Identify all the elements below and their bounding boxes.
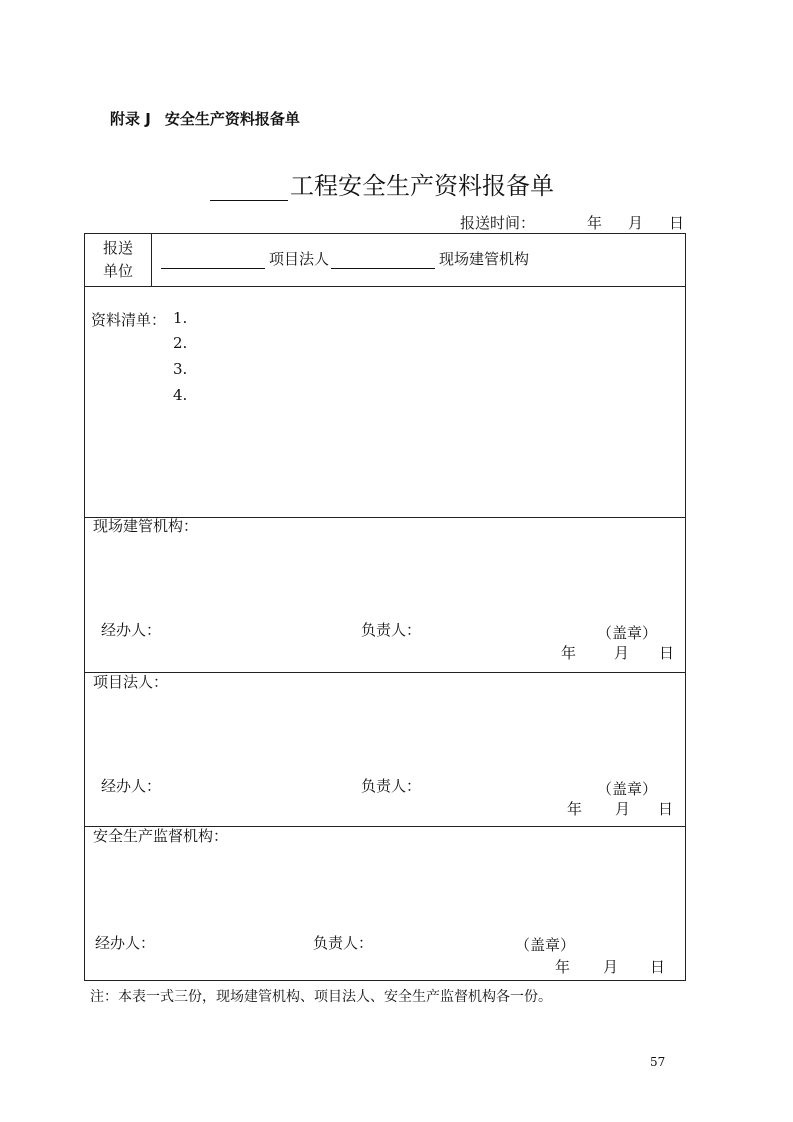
site-agency-label: 现场建管机构 xyxy=(439,250,530,268)
list-item: 2. xyxy=(173,334,188,352)
send-time-label: 报送时间： xyxy=(460,214,536,232)
project-legal-section-title: 项目法人： xyxy=(93,673,169,691)
site-agency-date: 年 月 日 xyxy=(561,644,675,662)
site-agency-section-title: 现场建管机构： xyxy=(93,517,199,535)
project-legal-label: 项目法人 xyxy=(269,250,330,268)
site-agency-seal: （盖章） xyxy=(597,624,658,642)
appendix-heading xyxy=(110,108,300,129)
send-time-day: 日 xyxy=(669,214,685,232)
footnote: 注：本表一式三份，现场建管机构、项目法人、安全生产监督机构各一份。 xyxy=(90,989,552,1005)
appendix-label: 附录 J xyxy=(110,110,151,128)
project-name-blank xyxy=(210,178,288,201)
form-title-text: 工程安全生产资料报备单 xyxy=(290,172,554,200)
supervision-responsible: 负责人： xyxy=(313,934,374,952)
unit-label-line2: 单位 xyxy=(103,262,134,280)
project-legal-handler: 经办人： xyxy=(101,777,162,795)
project-legal-seal: （盖章） xyxy=(597,780,658,798)
send-time-year: 年 xyxy=(587,214,603,232)
supervision-seal: （盖章） xyxy=(515,936,576,954)
page-number: 57 xyxy=(650,1055,666,1069)
project-legal-date: 年 月 日 xyxy=(567,800,674,818)
unit-fields xyxy=(161,248,529,269)
unit-divider xyxy=(151,234,152,286)
site-agency-blank xyxy=(331,252,435,269)
report-form-table xyxy=(84,233,686,981)
list-item: 1. xyxy=(173,309,188,327)
unit-label-line1: 报送 xyxy=(103,239,134,257)
appendix-title: 安全生产资料报备单 xyxy=(164,110,300,128)
supervision-handler: 经办人： xyxy=(95,934,156,952)
site-agency-handler: 经办人： xyxy=(101,621,162,639)
site-agency-responsible: 负责人： xyxy=(361,621,422,639)
project-legal-responsible: 负责人： xyxy=(361,777,422,795)
send-time-month: 月 xyxy=(628,214,644,232)
materials-label: 资料清单： xyxy=(91,311,167,329)
list-item: 4. xyxy=(173,386,188,404)
supervision-section-title: 安全生产监督机构： xyxy=(93,827,229,845)
supervision-date: 年 月 日 xyxy=(555,958,666,976)
send-time xyxy=(460,212,684,233)
project-legal-blank xyxy=(161,252,265,269)
list-item: 3. xyxy=(173,360,188,378)
form-title xyxy=(210,166,554,201)
